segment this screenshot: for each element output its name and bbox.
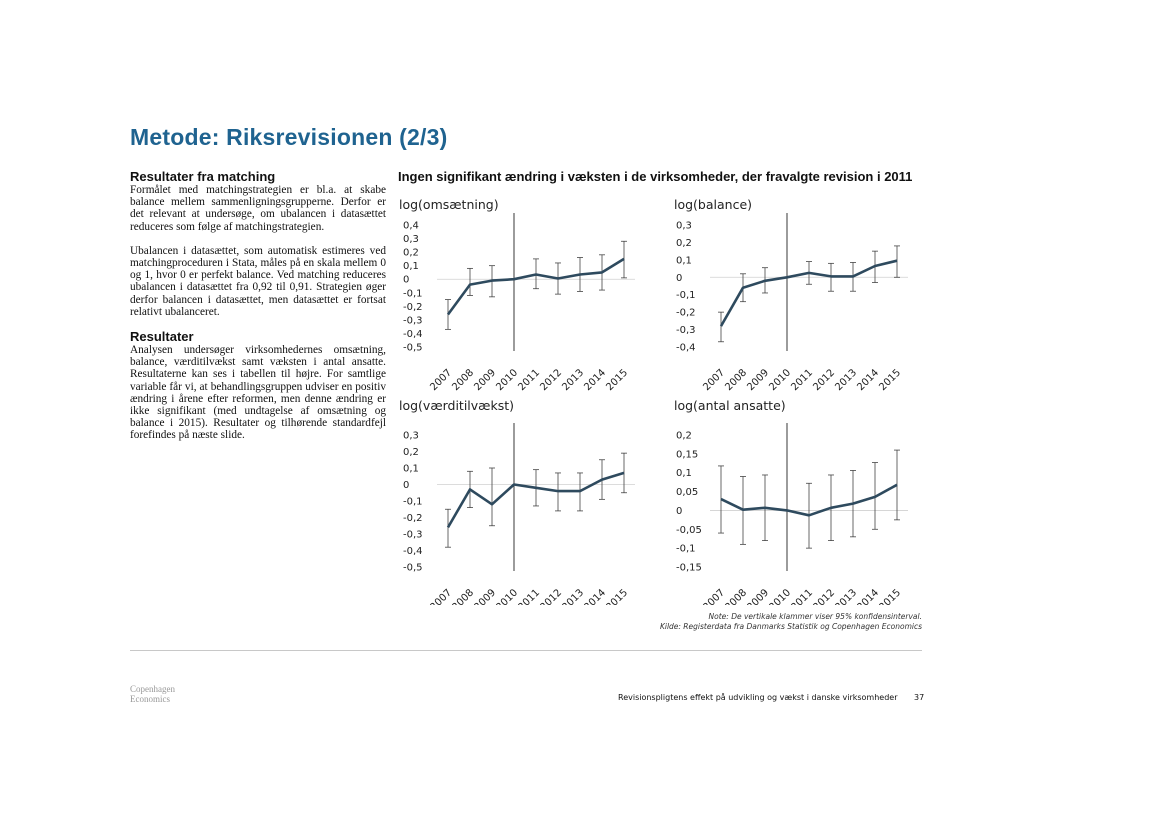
chart-panel-vaerditilvaekst [395,395,655,605]
y-tick-label: 0,2 [676,430,692,442]
x-tick-label: 2013 [560,587,587,605]
y-tick-label: 0,1 [676,255,692,267]
x-tick-label: 2015 [877,587,904,605]
y-tick-label: -0,2 [676,307,696,319]
x-tick-label: 2010 [767,587,794,605]
x-tick-label: 2009 [472,367,499,394]
y-tick-label: 0,2 [403,447,419,458]
x-tick-label: 2010 [494,587,521,605]
y-tick-label: 0 [676,505,683,517]
y-tick-label: -0,3 [676,325,696,337]
chart-title-antal-ansatte: log(antal ansatte) [674,398,786,413]
chart-balance [668,195,928,395]
y-tick-label: 0,3 [676,220,692,232]
paragraph-imbalance: Ubalancen i datasættet, som automatisk estimeres ved matchingproceduren i Stata, måles på en skala mellem 0 og 1, hvor 0 er perfekt balance. Ved matching reduceres ubalancen i datasættet fra 0,92 til 0,91. Strategien øger derfor balancen i datasættet, men datasættet er fortsat relativt ubalanceret. [130,244,386,318]
x-tick-label: 2012 [811,587,838,605]
page-number: 37 [914,693,925,702]
y-tick-label: -0,4 [403,328,423,340]
x-tick-label: 2008 [723,587,750,605]
x-tick-label: 2007 [428,367,455,394]
section-heading-results: Resultater [130,329,194,345]
y-tick-label: 0 [403,274,410,286]
x-tick-label: 2012 [811,367,838,394]
y-tick-label: -0,2 [403,301,423,313]
y-tick-label: -0,4 [676,342,696,354]
x-tick-label: 2012 [538,587,565,605]
footer-divider [130,650,922,651]
y-tick-label: -0,1 [676,543,696,555]
left-text-column [130,170,386,448]
chart-antal-ansatte [668,395,928,605]
x-tick-label: 2007 [701,587,728,605]
logo-line-2: Economics [130,694,170,704]
y-tick-label: -0,3 [403,315,423,327]
y-tick-label: 0,3 [403,430,419,442]
chart-panel-antal-ansatte [668,395,928,605]
y-tick-label: 0,1 [403,463,419,475]
y-tick-label: 0,05 [676,487,699,499]
logo-line-1: Copenhagen [130,684,175,694]
y-tick-label: 0,2 [676,237,692,249]
chart-heading: Ingen signifikant ændring i væksten i de virksomheder, der fravalgte revision i 2011 [398,169,913,184]
x-tick-label: 2011 [789,587,816,605]
x-tick-label: 2015 [877,367,904,394]
footer-text: Revisionspligtens effekt på udvikling og vækst i danske virksomheder [618,693,898,702]
x-tick-label: 2012 [538,367,565,394]
chart-vaerditilvaekst [395,395,655,605]
x-tick-label: 2015 [604,587,631,605]
chart-note: Note: De vertikale klammer viser 95% konfidensinterval. [708,612,922,621]
x-tick-label: 2014 [582,367,609,394]
paragraph-results: Analysen undersøger virksomhedernes omsætning, balance, værditilvækst samt væksten i antal ansatte. Resultaterne kan ses i tabellen til højre. For samtlige variable får vi, at behandlingsgruppen udviser en positiv ændring i årene efter reformen, men denne ændring er ikke signifikant (med undtagelse af omsætning og balance i 2015). Resultater og tilhørende standardfejl forefindes på næste slide. [130,344,386,442]
x-tick-label: 2007 [428,587,455,605]
x-tick-label: 2011 [789,367,816,394]
section-heading-matching: Resultater fra matching [130,169,276,184]
x-tick-label: 2008 [450,367,477,394]
page-title: Metode: Riksrevisionen (2/3) [130,124,448,150]
y-tick-label: 0 [403,480,410,491]
x-tick-label: 2010 [494,367,521,394]
x-tick-label: 2009 [745,587,772,605]
x-tick-label: 2008 [450,587,477,605]
x-tick-label: 2007 [701,367,728,394]
y-tick-label: -0,3 [403,529,423,541]
y-tick-label: 0,1 [403,261,419,273]
y-tick-label: -0,5 [403,562,423,574]
chart-omsaetning [395,195,655,395]
y-tick-label: 0,2 [403,247,419,259]
x-tick-label: 2013 [833,587,860,605]
x-tick-label: 2009 [745,367,772,394]
y-tick-label: -0,5 [403,342,423,354]
company-logo [130,684,175,704]
y-tick-label: -0,2 [403,513,423,524]
x-tick-label: 2010 [767,367,794,394]
y-tick-label: 0,15 [676,449,699,461]
y-tick-label: -0,15 [676,562,702,574]
x-tick-label: 2014 [855,587,882,605]
x-tick-label: 2011 [516,587,543,605]
x-tick-label: 2015 [604,367,631,394]
chart-title-balance: log(balance) [674,197,753,212]
y-tick-label: 0,1 [676,468,692,480]
x-tick-label: 2009 [472,587,499,605]
x-tick-label: 2014 [582,587,609,605]
x-tick-label: 2014 [855,367,882,394]
chart-panel-balance [668,195,928,395]
y-tick-label: -0,05 [676,524,702,536]
y-tick-label: -0,1 [403,288,423,300]
y-tick-label: -0,4 [403,546,423,557]
y-tick-label: 0,3 [403,234,419,246]
y-tick-label: 0,4 [403,220,419,232]
x-tick-label: 2011 [516,367,543,394]
chart-panel-omsaetning [395,195,655,395]
paragraph-matching-purpose: Formålet med matchingstrategien er bl.a. at skabe balance mellem sammenligningsgrupperne. Derfor er det relevant at undersøge, om ubalancen i datasættet reduceres som følge af matchingstrategien. [130,184,386,233]
x-tick-label: 2013 [560,367,587,394]
y-tick-label: -0,1 [676,290,696,302]
x-tick-label: 2008 [723,367,750,394]
chart-title-omsaetning: log(omsætning) [399,197,499,212]
y-tick-label: 0 [676,272,683,284]
chart-source: Kilde: Registerdata fra Danmarks Statistik og Copenhagen Economics [659,622,922,631]
y-tick-label: -0,1 [403,496,423,508]
x-tick-label: 2013 [833,367,860,394]
chart-title-vaerditilvaekst: log(værditilvækst) [399,398,514,413]
